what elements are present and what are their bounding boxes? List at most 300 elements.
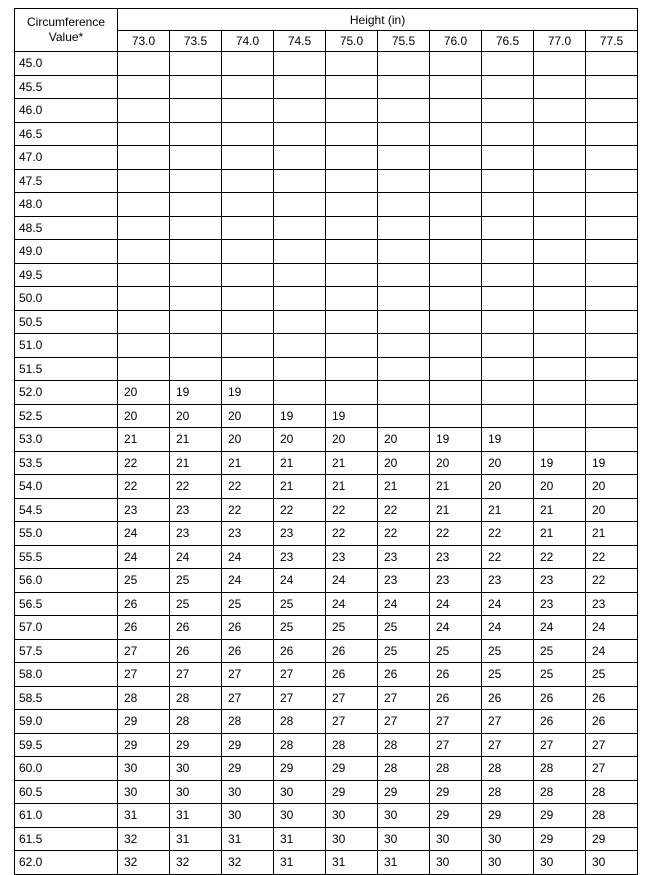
value-cell: 29 <box>482 804 534 828</box>
value-cell: 27 <box>430 733 482 757</box>
circumference-value-cell: 57.0 <box>15 616 118 640</box>
value-cell: 26 <box>378 663 430 687</box>
value-cell: 23 <box>534 592 586 616</box>
value-cell: 27 <box>534 733 586 757</box>
value-cell <box>222 169 274 193</box>
value-cell <box>586 287 638 311</box>
table-row <box>15 428 638 452</box>
value-cell: 25 <box>586 663 638 687</box>
value-cell <box>170 122 222 146</box>
height-column-header: 76.5 <box>482 31 534 52</box>
circumference-value-cell: 62.0 <box>15 851 118 875</box>
value-cell <box>534 310 586 334</box>
value-cell: 21 <box>482 498 534 522</box>
table-row <box>15 263 638 287</box>
value-cell <box>482 334 534 358</box>
value-cell <box>586 75 638 99</box>
value-cell: 19 <box>274 404 326 428</box>
value-cell <box>274 263 326 287</box>
value-cell <box>326 287 378 311</box>
table-row <box>15 310 638 334</box>
value-cell: 27 <box>274 663 326 687</box>
height-column-header: 77.5 <box>586 31 638 52</box>
table-row <box>15 404 638 428</box>
table-row <box>15 240 638 264</box>
value-cell <box>482 357 534 381</box>
value-cell: 29 <box>222 757 274 781</box>
value-cell: 23 <box>170 498 222 522</box>
value-cell: 22 <box>378 498 430 522</box>
value-cell: 27 <box>482 710 534 734</box>
value-cell: 23 <box>586 592 638 616</box>
value-cell: 29 <box>170 733 222 757</box>
table-row <box>15 733 638 757</box>
value-cell <box>326 99 378 123</box>
value-cell <box>274 169 326 193</box>
circumference-value-cell: 51.5 <box>15 357 118 381</box>
value-cell <box>378 193 430 217</box>
value-cell <box>326 52 378 76</box>
value-cell: 30 <box>378 827 430 851</box>
value-cell: 28 <box>118 686 170 710</box>
value-cell <box>170 75 222 99</box>
value-cell: 27 <box>118 663 170 687</box>
circumference-value-cell: 51.0 <box>15 334 118 358</box>
circumference-value-cell: 45.0 <box>15 52 118 76</box>
value-cell: 28 <box>586 780 638 804</box>
value-cell: 28 <box>534 757 586 781</box>
value-cell: 29 <box>274 757 326 781</box>
value-cell <box>430 216 482 240</box>
header-row-group <box>15 9 638 31</box>
value-cell <box>430 334 482 358</box>
value-cell <box>534 334 586 358</box>
circumference-value-cell: 55.5 <box>15 545 118 569</box>
table-row <box>15 686 638 710</box>
value-cell: 25 <box>326 616 378 640</box>
circumference-value-cell: 49.5 <box>15 263 118 287</box>
value-cell <box>482 381 534 405</box>
value-cell <box>430 263 482 287</box>
value-cell <box>430 404 482 428</box>
table-row <box>15 52 638 76</box>
value-cell <box>482 169 534 193</box>
value-cell: 28 <box>274 710 326 734</box>
value-cell <box>378 99 430 123</box>
circumference-value-cell: 58.5 <box>15 686 118 710</box>
value-cell: 22 <box>118 475 170 499</box>
value-cell: 24 <box>586 616 638 640</box>
value-cell: 22 <box>326 498 378 522</box>
value-cell <box>170 216 222 240</box>
value-cell <box>430 146 482 170</box>
height-group-header: Height (in) <box>118 9 638 31</box>
value-cell: 22 <box>326 522 378 546</box>
table-row <box>15 75 638 99</box>
value-cell: 25 <box>274 616 326 640</box>
value-cell <box>586 404 638 428</box>
value-cell: 32 <box>170 851 222 875</box>
value-cell: 26 <box>430 663 482 687</box>
value-cell: 31 <box>118 804 170 828</box>
value-cell: 19 <box>586 451 638 475</box>
value-cell: 26 <box>586 686 638 710</box>
circumference-value-cell: 48.5 <box>15 216 118 240</box>
value-cell <box>326 357 378 381</box>
height-column-header: 77.0 <box>534 31 586 52</box>
value-cell: 23 <box>482 569 534 593</box>
value-cell <box>534 169 586 193</box>
value-cell <box>274 216 326 240</box>
value-cell: 26 <box>118 592 170 616</box>
value-cell <box>118 216 170 240</box>
value-cell: 25 <box>222 592 274 616</box>
value-cell <box>170 263 222 287</box>
value-cell: 28 <box>222 710 274 734</box>
value-cell: 29 <box>534 804 586 828</box>
value-cell <box>430 169 482 193</box>
value-cell: 21 <box>118 428 170 452</box>
value-cell <box>274 122 326 146</box>
value-cell <box>430 310 482 334</box>
value-cell <box>274 193 326 217</box>
value-cell: 28 <box>170 710 222 734</box>
circumference-value-cell: 60.0 <box>15 757 118 781</box>
value-cell: 24 <box>222 569 274 593</box>
value-cell: 27 <box>274 686 326 710</box>
table-header <box>15 9 638 52</box>
value-cell: 30 <box>118 757 170 781</box>
value-cell <box>586 263 638 287</box>
value-cell: 23 <box>430 545 482 569</box>
value-cell: 22 <box>222 475 274 499</box>
value-cell <box>534 357 586 381</box>
value-cell: 31 <box>274 827 326 851</box>
value-cell <box>482 287 534 311</box>
circumference-value-cell: 55.0 <box>15 522 118 546</box>
table-row <box>15 357 638 381</box>
value-cell <box>378 381 430 405</box>
value-cell <box>118 310 170 334</box>
value-cell: 19 <box>326 404 378 428</box>
value-cell <box>534 404 586 428</box>
value-cell <box>222 122 274 146</box>
value-cell <box>586 240 638 264</box>
table-row <box>15 545 638 569</box>
value-cell <box>222 334 274 358</box>
value-cell: 20 <box>118 381 170 405</box>
table-row <box>15 193 638 217</box>
value-cell <box>534 122 586 146</box>
value-cell <box>118 193 170 217</box>
value-cell <box>534 263 586 287</box>
value-cell <box>378 404 430 428</box>
value-cell: 23 <box>222 522 274 546</box>
value-cell: 26 <box>170 639 222 663</box>
height-column-header: 74.0 <box>222 31 274 52</box>
value-cell <box>534 99 586 123</box>
value-cell: 24 <box>430 616 482 640</box>
value-cell: 22 <box>586 545 638 569</box>
circumference-value-cell: 50.5 <box>15 310 118 334</box>
value-cell: 30 <box>378 804 430 828</box>
table-row <box>15 757 638 781</box>
value-cell <box>326 146 378 170</box>
value-cell: 19 <box>430 428 482 452</box>
value-cell: 20 <box>482 475 534 499</box>
value-cell: 20 <box>586 498 638 522</box>
value-cell: 21 <box>326 451 378 475</box>
value-cell: 30 <box>326 827 378 851</box>
height-column-header: 75.5 <box>378 31 430 52</box>
value-cell <box>378 146 430 170</box>
value-cell: 22 <box>430 522 482 546</box>
value-cell: 26 <box>326 639 378 663</box>
value-cell: 22 <box>118 451 170 475</box>
value-cell: 30 <box>534 851 586 875</box>
value-cell: 20 <box>534 475 586 499</box>
value-cell <box>378 263 430 287</box>
circumference-value-cell: 54.5 <box>15 498 118 522</box>
value-cell: 27 <box>222 663 274 687</box>
value-cell <box>534 216 586 240</box>
value-cell: 25 <box>170 592 222 616</box>
value-cell: 28 <box>482 780 534 804</box>
value-cell <box>274 146 326 170</box>
height-column-header: 76.0 <box>430 31 482 52</box>
value-cell: 26 <box>534 710 586 734</box>
table-row <box>15 522 638 546</box>
value-cell: 25 <box>170 569 222 593</box>
value-cell <box>482 122 534 146</box>
table-row <box>15 780 638 804</box>
value-cell: 19 <box>170 381 222 405</box>
value-cell <box>430 240 482 264</box>
value-cell: 30 <box>586 851 638 875</box>
value-cell <box>378 52 430 76</box>
value-cell <box>482 52 534 76</box>
value-cell <box>222 240 274 264</box>
value-cell: 26 <box>222 639 274 663</box>
table-row <box>15 569 638 593</box>
value-cell <box>326 334 378 358</box>
value-cell <box>222 216 274 240</box>
value-cell <box>482 146 534 170</box>
value-cell: 24 <box>430 592 482 616</box>
value-cell: 27 <box>586 757 638 781</box>
value-cell <box>222 357 274 381</box>
value-cell: 28 <box>378 733 430 757</box>
table-row <box>15 639 638 663</box>
table-row <box>15 804 638 828</box>
value-cell: 24 <box>274 569 326 593</box>
value-cell <box>222 310 274 334</box>
table-row <box>15 334 638 358</box>
value-cell: 24 <box>586 639 638 663</box>
value-cell: 21 <box>170 428 222 452</box>
value-cell: 31 <box>170 827 222 851</box>
value-cell: 30 <box>222 804 274 828</box>
value-cell: 29 <box>118 710 170 734</box>
value-cell: 22 <box>586 569 638 593</box>
value-cell: 22 <box>170 475 222 499</box>
value-cell: 20 <box>430 451 482 475</box>
value-cell <box>534 52 586 76</box>
circumference-value-header <box>15 9 118 52</box>
value-cell <box>586 122 638 146</box>
value-cell <box>170 287 222 311</box>
value-cell <box>326 216 378 240</box>
value-cell <box>430 381 482 405</box>
value-cell: 23 <box>274 522 326 546</box>
value-cell: 30 <box>430 851 482 875</box>
value-cell <box>170 357 222 381</box>
value-cell <box>534 146 586 170</box>
circumference-value-cell: 53.0 <box>15 428 118 452</box>
value-cell: 20 <box>274 428 326 452</box>
value-cell: 27 <box>326 710 378 734</box>
value-cell: 24 <box>534 616 586 640</box>
value-cell <box>118 357 170 381</box>
value-cell <box>274 240 326 264</box>
value-cell: 27 <box>326 686 378 710</box>
value-cell: 22 <box>378 522 430 546</box>
value-cell: 28 <box>430 757 482 781</box>
value-cell: 19 <box>482 428 534 452</box>
value-cell: 21 <box>534 498 586 522</box>
value-cell <box>586 428 638 452</box>
circumference-value-cell: 59.5 <box>15 733 118 757</box>
value-cell: 21 <box>430 475 482 499</box>
value-cell <box>430 75 482 99</box>
table-row <box>15 451 638 475</box>
table-row <box>15 381 638 405</box>
value-cell <box>326 240 378 264</box>
value-cell: 32 <box>118 827 170 851</box>
value-cell <box>274 334 326 358</box>
value-cell: 27 <box>586 733 638 757</box>
value-cell: 30 <box>326 804 378 828</box>
value-cell: 28 <box>326 733 378 757</box>
value-cell: 25 <box>274 592 326 616</box>
value-cell: 26 <box>274 639 326 663</box>
value-cell: 20 <box>378 451 430 475</box>
value-cell <box>170 99 222 123</box>
value-cell: 24 <box>118 545 170 569</box>
value-cell: 25 <box>430 639 482 663</box>
value-cell: 26 <box>430 686 482 710</box>
table-row <box>15 169 638 193</box>
value-cell: 22 <box>222 498 274 522</box>
value-cell: 25 <box>482 663 534 687</box>
value-cell: 21 <box>378 475 430 499</box>
circumference-value-cell: 48.0 <box>15 193 118 217</box>
circumference-value-cell: 58.0 <box>15 663 118 687</box>
circumference-value-cell: 49.0 <box>15 240 118 264</box>
value-cell <box>118 146 170 170</box>
value-cell <box>430 357 482 381</box>
value-cell: 20 <box>222 428 274 452</box>
circumference-value-cell: 50.0 <box>15 287 118 311</box>
value-cell: 30 <box>170 780 222 804</box>
value-cell: 24 <box>482 592 534 616</box>
value-cell <box>430 287 482 311</box>
value-cell: 23 <box>170 522 222 546</box>
value-cell: 27 <box>378 710 430 734</box>
value-cell: 27 <box>482 733 534 757</box>
value-cell <box>222 146 274 170</box>
value-cell <box>118 122 170 146</box>
circumference-value-cell: 56.0 <box>15 569 118 593</box>
value-cell <box>274 99 326 123</box>
value-cell <box>274 52 326 76</box>
value-cell: 27 <box>430 710 482 734</box>
circumference-value-cell: 54.0 <box>15 475 118 499</box>
value-cell <box>586 99 638 123</box>
value-cell: 32 <box>118 851 170 875</box>
value-cell: 28 <box>170 686 222 710</box>
value-cell: 23 <box>118 498 170 522</box>
value-cell <box>274 310 326 334</box>
value-cell: 30 <box>222 780 274 804</box>
circumference-value-cell: 46.0 <box>15 99 118 123</box>
value-cell <box>586 146 638 170</box>
table-row <box>15 663 638 687</box>
value-cell: 21 <box>274 475 326 499</box>
circumference-value-cell: 57.5 <box>15 639 118 663</box>
value-cell: 20 <box>378 428 430 452</box>
value-cell <box>274 287 326 311</box>
value-cell: 29 <box>326 757 378 781</box>
value-cell <box>482 263 534 287</box>
value-cell <box>274 381 326 405</box>
value-cell: 26 <box>118 616 170 640</box>
table-row <box>15 592 638 616</box>
value-cell <box>326 381 378 405</box>
value-cell: 24 <box>326 592 378 616</box>
table-row <box>15 827 638 851</box>
value-cell <box>534 381 586 405</box>
value-cell: 23 <box>534 569 586 593</box>
value-cell: 27 <box>118 639 170 663</box>
value-cell: 29 <box>222 733 274 757</box>
value-cell: 20 <box>118 404 170 428</box>
value-cell <box>326 169 378 193</box>
value-cell: 19 <box>222 381 274 405</box>
value-cell <box>586 334 638 358</box>
value-cell <box>118 75 170 99</box>
value-cell: 21 <box>274 451 326 475</box>
value-cell: 30 <box>170 757 222 781</box>
value-cell: 22 <box>274 498 326 522</box>
circumference-value-cell: 53.5 <box>15 451 118 475</box>
value-cell <box>170 193 222 217</box>
value-cell <box>118 52 170 76</box>
value-cell: 28 <box>482 757 534 781</box>
circumference-value-cell: 61.5 <box>15 827 118 851</box>
table-row <box>15 498 638 522</box>
value-cell: 28 <box>274 733 326 757</box>
value-cell: 25 <box>118 569 170 593</box>
value-cell <box>430 52 482 76</box>
value-cell: 26 <box>170 616 222 640</box>
value-cell <box>534 428 586 452</box>
table-row <box>15 287 638 311</box>
value-cell: 26 <box>586 710 638 734</box>
value-cell: 31 <box>378 851 430 875</box>
value-cell: 24 <box>378 592 430 616</box>
value-cell: 21 <box>430 498 482 522</box>
